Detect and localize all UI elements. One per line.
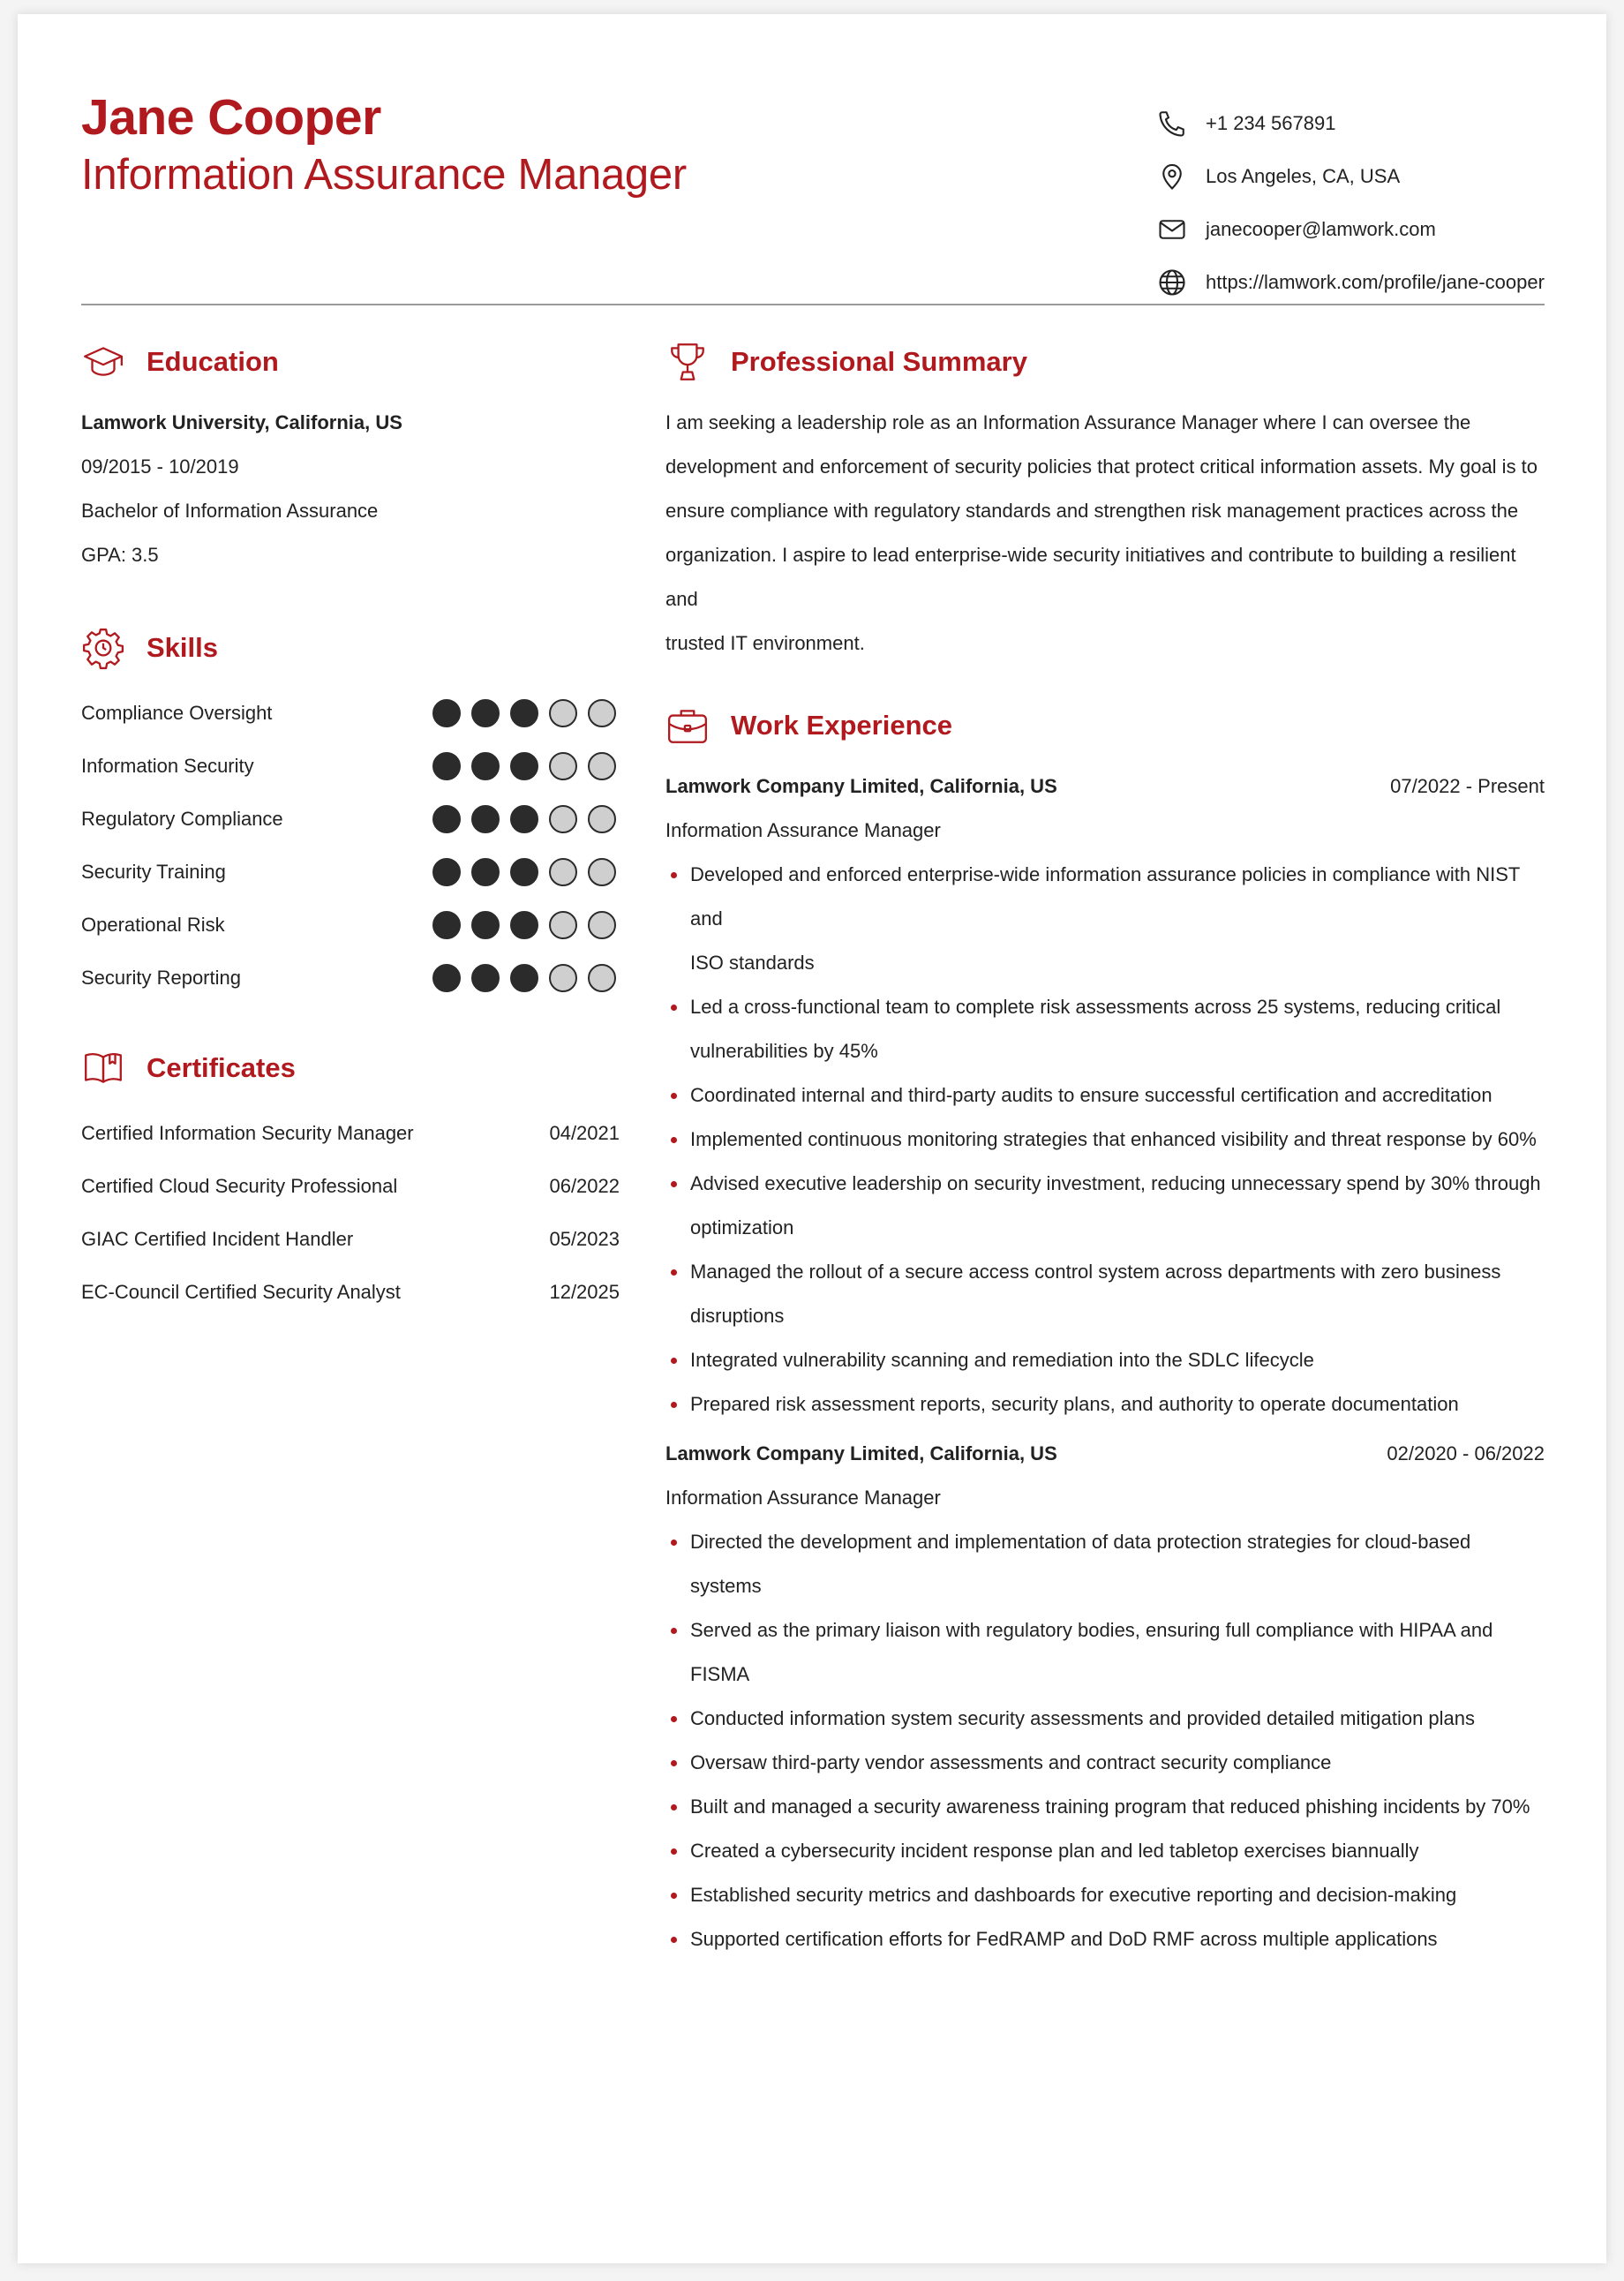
rating-dot-filled [510, 858, 538, 886]
skill-rating [432, 911, 616, 939]
rating-dot-filled [471, 911, 500, 939]
skills-title: Skills [147, 632, 218, 663]
education-school: Lamwork University, California, US [81, 411, 402, 433]
job-bullet [665, 853, 1545, 985]
skill-rating [432, 964, 616, 992]
summary-line: organization. I aspire to lead enterprise-wide security initiatives and contribute to building a resilient and [665, 544, 1516, 610]
job-bullet-line: Conducted information system security assessments and provided detailed mitigation plans [690, 1707, 1476, 1729]
job-bullet-line: Directed the development and implementation of data protection strategies for cloud-based systems [690, 1531, 1471, 1597]
job-bullet [665, 1917, 1545, 1961]
location-pin-icon [1156, 161, 1188, 192]
summary-text [665, 401, 1545, 666]
contact-location-text: Los Angeles, CA, USA [1206, 165, 1401, 187]
rating-dot-filled [510, 805, 538, 833]
skill-name: Security Training [81, 861, 226, 883]
job-bullet-line: vulnerabilities by 45% [690, 1040, 878, 1062]
contact-phone[interactable] [1156, 97, 1545, 150]
job-header [665, 1432, 1545, 1476]
job-bullet [665, 1741, 1545, 1785]
rating-dot-empty [588, 752, 616, 780]
graduation-cap-icon [81, 340, 125, 384]
jobs-list [665, 764, 1545, 1961]
rating-dot-filled [510, 964, 538, 992]
certificate-item [81, 1160, 620, 1213]
skill-name: Compliance Oversight [81, 702, 273, 724]
skill-rating [432, 805, 616, 833]
globe-icon [1156, 267, 1188, 298]
rating-dot-filled [510, 699, 538, 727]
certificate-date: 12/2025 [549, 1281, 620, 1303]
job-entry [665, 1432, 1545, 1961]
contact-website[interactable] [1156, 256, 1545, 309]
certificate-name: Certified Information Security Manager [81, 1122, 414, 1144]
job-role: Information Assurance Manager [665, 1487, 941, 1509]
open-book-icon [81, 1046, 125, 1090]
contact-website-text: https://lamwork.com/profile/jane-cooper [1206, 271, 1545, 293]
job-bullet-line: Advised executive leadership on security investment, reducing unnecessary spend by 30% through [690, 1172, 1541, 1194]
skills-heading [81, 625, 620, 671]
skill-rating [432, 699, 616, 727]
skill-rating [432, 858, 616, 886]
certificate-item [81, 1213, 620, 1266]
contact-location [1156, 150, 1545, 203]
contact-phone-text: +1 234 567891 [1206, 112, 1336, 134]
job-bullet [665, 1785, 1545, 1829]
job-bullet [665, 1608, 1545, 1697]
rating-dot-empty [549, 964, 577, 992]
job-bullet-line: disruptions [690, 1305, 785, 1327]
job-dates: 07/2022 - Present [1390, 775, 1545, 797]
job-bullet-line: Prepared risk assessment reports, security plans, and authority to operate documentation [690, 1393, 1459, 1415]
summary-section [665, 339, 1545, 666]
rating-dot-filled [471, 805, 500, 833]
rating-dot-empty [588, 964, 616, 992]
skill-item [81, 687, 620, 740]
summary-line: ensure compliance with regulatory standards and strengthen risk management practices across the [665, 500, 1519, 522]
job-bullet [665, 1829, 1545, 1873]
skill-name: Operational Risk [81, 914, 225, 936]
job-bullet [665, 1073, 1545, 1118]
summary-line: trusted IT environment. [665, 632, 865, 654]
education-dates: 09/2015 - 10/2019 [81, 455, 239, 478]
job-dates: 02/2020 - 06/2022 [1387, 1442, 1545, 1464]
gear-clock-icon [81, 626, 125, 670]
rating-dot-empty [588, 805, 616, 833]
certificates-title: Certificates [147, 1052, 296, 1083]
contact-email-text: janecooper@lamwork.com [1206, 218, 1436, 240]
skill-item [81, 952, 620, 1005]
left-column [81, 339, 620, 1319]
education-section [81, 339, 620, 577]
job-bullet-line: Supported certification efforts for FedRAMP and DoD RMF across multiple applications [690, 1928, 1438, 1950]
certificates-section [81, 1045, 620, 1319]
trophy-icon [665, 340, 710, 384]
skills-section [81, 625, 620, 1005]
certificate-date: 05/2023 [549, 1228, 620, 1250]
job-bullet [665, 1162, 1545, 1250]
skill-item [81, 793, 620, 846]
job-bullet [665, 1118, 1545, 1162]
summary-line: I am seeking a leadership role as an Information Assurance Manager where I can oversee the [665, 411, 1471, 433]
job-bullets [665, 1520, 1545, 1961]
rating-dot-empty [549, 699, 577, 727]
rating-dot-empty [549, 752, 577, 780]
certificates-heading [81, 1045, 620, 1091]
summary-title: Professional Summary [731, 346, 1027, 377]
job-bullet [665, 1520, 1545, 1608]
job-bullet-line: Built and managed a security awareness training program that reduced phishing incidents by 70% [690, 1795, 1530, 1818]
rating-dot-empty [588, 858, 616, 886]
rating-dot-filled [432, 805, 461, 833]
job-role: Information Assurance Manager [665, 819, 941, 841]
rating-dot-filled [432, 911, 461, 939]
rating-dot-filled [471, 752, 500, 780]
job-company: Lamwork Company Limited, California, US [665, 1442, 1057, 1464]
job-bullet-line: Established security metrics and dashboards for executive reporting and decision-making [690, 1884, 1457, 1906]
rating-dot-empty [549, 805, 577, 833]
rating-dot-filled [471, 858, 500, 886]
job-bullet [665, 985, 1545, 1073]
job-bullet-line: Developed and enforced enterprise-wide information assurance policies in compliance with NIST and [690, 863, 1520, 930]
experience-heading [665, 703, 1545, 749]
certificate-name: Certified Cloud Security Professional [81, 1175, 398, 1197]
job-bullet-line: Oversaw third-party vendor assessments and contract security compliance [690, 1751, 1332, 1773]
rating-dot-empty [588, 911, 616, 939]
certificate-name: EC-Council Certified Security Analyst [81, 1281, 401, 1303]
rating-dot-filled [432, 699, 461, 727]
rating-dot-filled [510, 752, 538, 780]
phone-icon [1156, 108, 1188, 139]
rating-dot-filled [510, 911, 538, 939]
skill-rating [432, 752, 616, 780]
right-column [665, 339, 1545, 1961]
job-bullet [665, 1338, 1545, 1382]
certificate-item [81, 1107, 620, 1160]
rating-dot-empty [549, 911, 577, 939]
job-bullets [665, 853, 1545, 1427]
rating-dot-filled [471, 964, 500, 992]
education-gpa: GPA: 3.5 [81, 544, 159, 566]
job-bullet-line: Created a cybersecurity incident response plan and led tabletop exercises biannually [690, 1840, 1419, 1862]
mail-icon [1156, 214, 1188, 245]
job-bullet-line: Coordinated internal and third-party audits to ensure successful certification and accreditation [690, 1084, 1492, 1106]
skills-list [81, 687, 620, 1005]
summary-heading [665, 339, 1545, 385]
skill-name: Regulatory Compliance [81, 808, 283, 830]
job-header [665, 764, 1545, 809]
skill-name: Security Reporting [81, 967, 241, 989]
contact-email[interactable] [1156, 203, 1545, 256]
rating-dot-empty [588, 699, 616, 727]
job-bullet-line: Implemented continuous monitoring strategies that enhanced visibility and threat response by 60% [690, 1128, 1537, 1150]
job-bullet [665, 1250, 1545, 1338]
job-bullet-line: Served as the primary liaison with regulatory bodies, ensuring full compliance with HIPAA and FISMA [690, 1619, 1493, 1685]
rating-dot-filled [471, 699, 500, 727]
candidate-name: Jane Cooper [81, 89, 381, 146]
education-title: Education [147, 346, 279, 377]
briefcase-icon [665, 704, 710, 748]
skill-item [81, 899, 620, 952]
rating-dot-filled [432, 964, 461, 992]
job-bullet-line: optimization [690, 1216, 794, 1238]
contact-list [1156, 97, 1545, 309]
job-bullet [665, 1873, 1545, 1917]
job-bullet-line: Led a cross-functional team to complete risk assessments across 25 systems, reducing critical [690, 996, 1501, 1018]
education-heading [81, 339, 620, 385]
rating-dot-empty [549, 858, 577, 886]
job-company: Lamwork Company Limited, California, US [665, 775, 1057, 797]
certificate-name: GIAC Certified Incident Handler [81, 1228, 354, 1250]
candidate-title: Information Assurance Manager [81, 151, 687, 199]
certificate-item [81, 1266, 620, 1319]
job-bullet-line: ISO standards [690, 952, 815, 974]
summary-line: development and enforcement of security policies that protect critical information assets. My goal is to [665, 455, 1538, 478]
skill-item [81, 846, 620, 899]
certificate-date: 06/2022 [549, 1175, 620, 1197]
job-bullet [665, 1697, 1545, 1741]
resume-page [18, 14, 1606, 2263]
job-bullet-line: Managed the rollout of a secure access control system across departments with zero business [690, 1261, 1501, 1283]
job-entry [665, 764, 1545, 1427]
certificates-list [81, 1107, 620, 1319]
job-bullet [665, 1382, 1545, 1427]
skill-name: Information Security [81, 755, 254, 777]
skill-item [81, 740, 620, 793]
certificate-date: 04/2021 [549, 1122, 620, 1144]
rating-dot-filled [432, 752, 461, 780]
experience-title: Work Experience [731, 710, 952, 741]
rating-dot-filled [432, 858, 461, 886]
job-bullet-line: Integrated vulnerability scanning and remediation into the SDLC lifecycle [690, 1349, 1314, 1371]
resume-header [81, 85, 1545, 305]
education-degree: Bachelor of Information Assurance [81, 500, 379, 522]
experience-section [665, 703, 1545, 1961]
